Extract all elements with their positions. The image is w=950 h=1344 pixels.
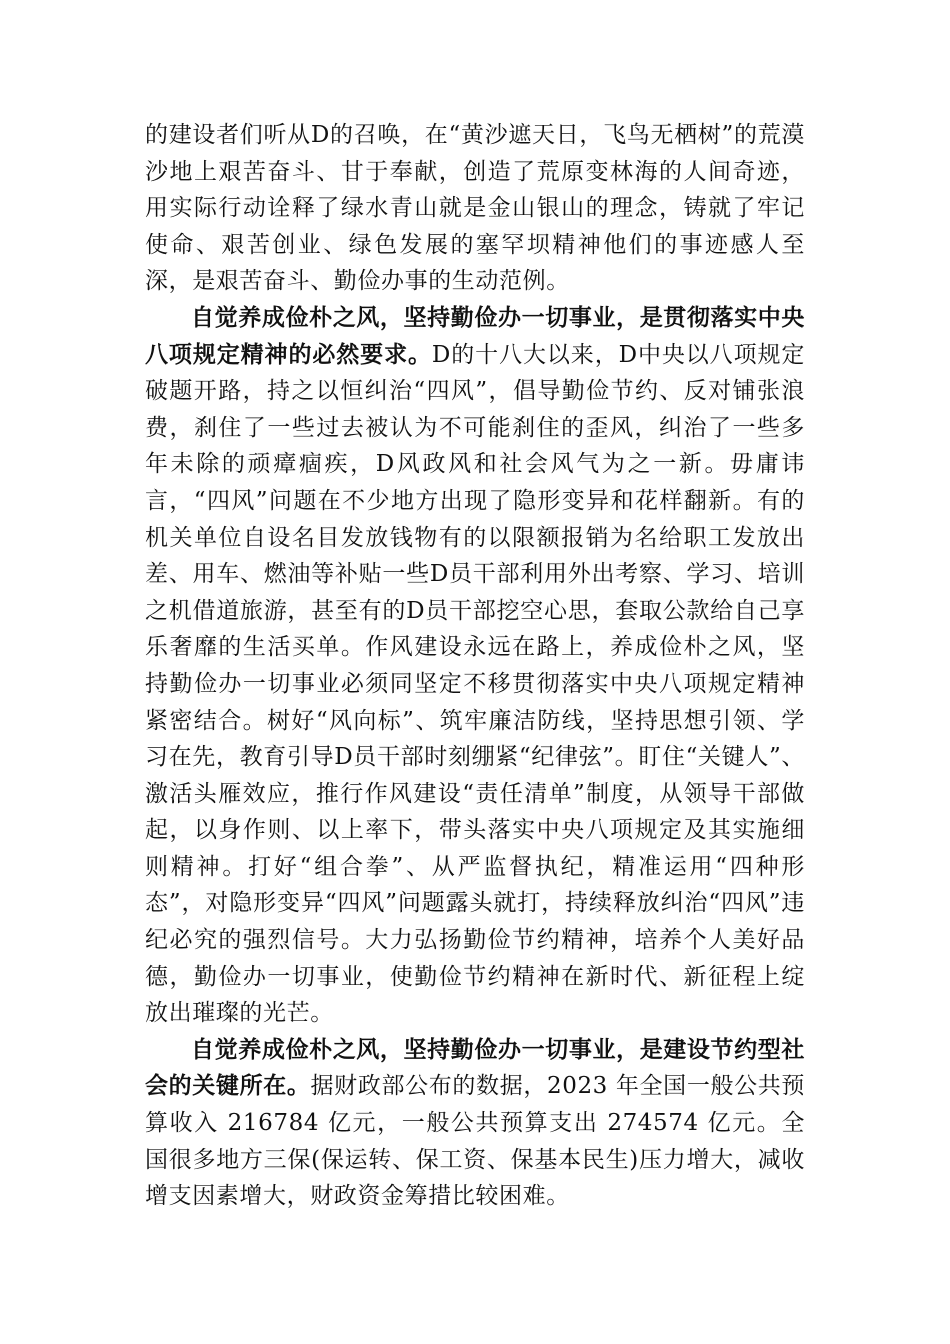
document-page	[145, 117, 805, 1215]
paragraph-3-lead: 自觉养成俭朴之风，坚持勤俭办一切事业，是建设节约型社会的关键所在。	[145, 1036, 805, 1100]
paragraph-3	[145, 1032, 805, 1215]
paragraph-2	[145, 300, 805, 1032]
paragraph-2-text: D的十八大以来，D中央以八项规定破题开路，持之以恒纠治“四风”，倡导勤俭节约、反对铺张浪费，刹住了一些过去被认为不可能刹住的歪风，纠治了一些多年未除的顽瘴痼疾，D风政风和社会风气为之一新。毋庸讳言，“四风”问题在不少地方出现了隐形变异和花样翻新。有的机关单位自设名目发放钱物有的以限额报销为名给职工发放出差、用车、燃油等补贴一些D员干部利用外出考察、学习、培训之机借道旅游，甚至有的D员干部挖空心思，套取公款给自己享乐奢靡的生活买单。作风建设永远在路上，养成俭朴之风，坚持勤俭办一切事业必须同坚定不移贯彻落实中央八项规定精神紧密结合。树好“风向标”、筑牢廉洁防线，坚持思想引领、学习在先，教育引导D员干部时刻绷紧“纪律弦”。盯住“关键人”、激活头雁效应，推行作风建设“责任清单”制度，从领导干部做起，以身作则、以上率下，带头落实中央八项规定及其实施细则精神。打好“组合拳”、从严监督执纪，精准运用“四种形态”，对隐形变异“四风”问题露头就打，持续释放纠治“四风”违纪必究的强烈信号。大力弘扬勤俭节约精神，培养个人美好品德，勤俭办一切事业，使勤俭节约精神在新时代、新征程上绽放出璀璨的光芒。	[145, 341, 806, 1027]
paragraph-1-text: 的建设者们听从D的召唤，在“黄沙遮天日，飞鸟无栖树”的荒漠沙地上艰苦奋斗、甘于奉献，创造了荒原变林海的人间奇迹，用实际行动诠释了绿水青山就是金山银山的理念，铸就了牢记使命、艰苦创业、绿色发展的塞罕坝精神他们的事迹感人至深，是艰苦奋斗、勤俭办事的生动范例。	[145, 122, 805, 295]
paragraph-1	[145, 117, 805, 300]
paragraph-3-text: 据财政部公布的数据，2023 年全国一般公共预算收入 216784 亿元，一般公共预算支出 274574 亿元。全国很多地方三保(保运转、保工资、保基本民生)压力增大，减收增支因素增大，财政资金筹措比较困难。	[145, 1073, 805, 1210]
paragraph-2-lead: 自觉养成俭朴之风，坚持勤俭办一切事业，是贯彻落实中央八项规定精神的必然要求。	[145, 304, 805, 368]
